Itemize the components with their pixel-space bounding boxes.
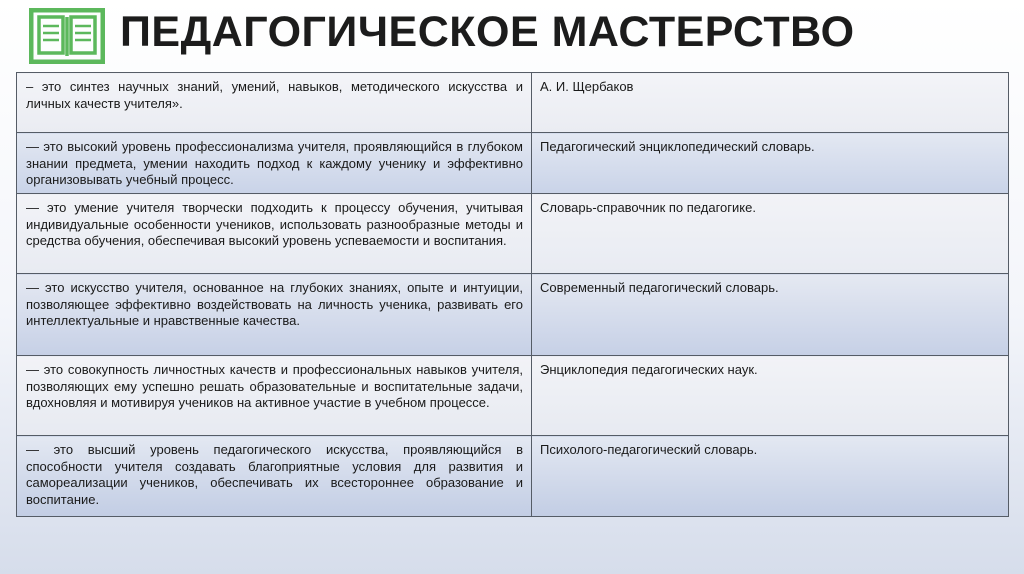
- table-row: [17, 436, 1009, 517]
- definition-cell: — это искусство учителя, основанное на глубоких знаниях, опыте и интуиции, позволяющее эффективно воздействовать на личность ученика, развивать его интеллектуальные и нравственные качества.: [17, 274, 532, 356]
- definition-cell: — это высший уровень педагогического искусства, проявляющийся в способности учителя создавать благоприятные условия для развития и самореализации учеников, обеспечивать их всестороннее образование и воспитание.: [17, 436, 532, 517]
- source-cell: Энциклопедия педагогических наук.: [532, 356, 1009, 436]
- table-row: [17, 194, 1009, 274]
- slide-title: ПЕДАГОГИЧЕСКОЕ МАСТЕРСТВО: [120, 8, 855, 56]
- source-cell: А. И. Щербаков: [532, 73, 1009, 133]
- source-cell: Психолого-педагогический словарь.: [532, 436, 1009, 517]
- table-row: [17, 356, 1009, 436]
- definition-cell: – это синтез научных знаний, умений, навыков, методического искусства и личных качеств учителя».: [17, 73, 532, 133]
- definitions-table: [16, 72, 1009, 517]
- definition-cell: — это высокий уровень профессионализма учителя, проявляющийся в глубоком знании предмета, умении находить подход к каждому ученику и эффективно организовывать учебный процесс.: [17, 133, 532, 194]
- table-row: [17, 133, 1009, 194]
- source-cell: Словарь-справочник по педагогике.: [532, 194, 1009, 274]
- source-cell: Педагогический энциклопедический словарь.: [532, 133, 1009, 194]
- definition-cell: — это умение учителя творчески подходить к процессу обучения, учитывая индивидуальные особенности учеников, использовать разнообразные методы и средства обучения, обеспечивая высокий уровень успеваемости и воспитания.: [17, 194, 532, 274]
- source-cell: Современный педагогический словарь.: [532, 274, 1009, 356]
- table-row: [17, 274, 1009, 356]
- table-row: [17, 73, 1009, 133]
- open-book-icon: [29, 8, 105, 64]
- definition-cell: — это совокупность личностных качеств и профессиональных навыков учителя, позволяющих ему успешно решать образовательные и воспитательные задачи, вдохновляя и мотивируя учеников на активное участие в учебном процессе.: [17, 356, 532, 436]
